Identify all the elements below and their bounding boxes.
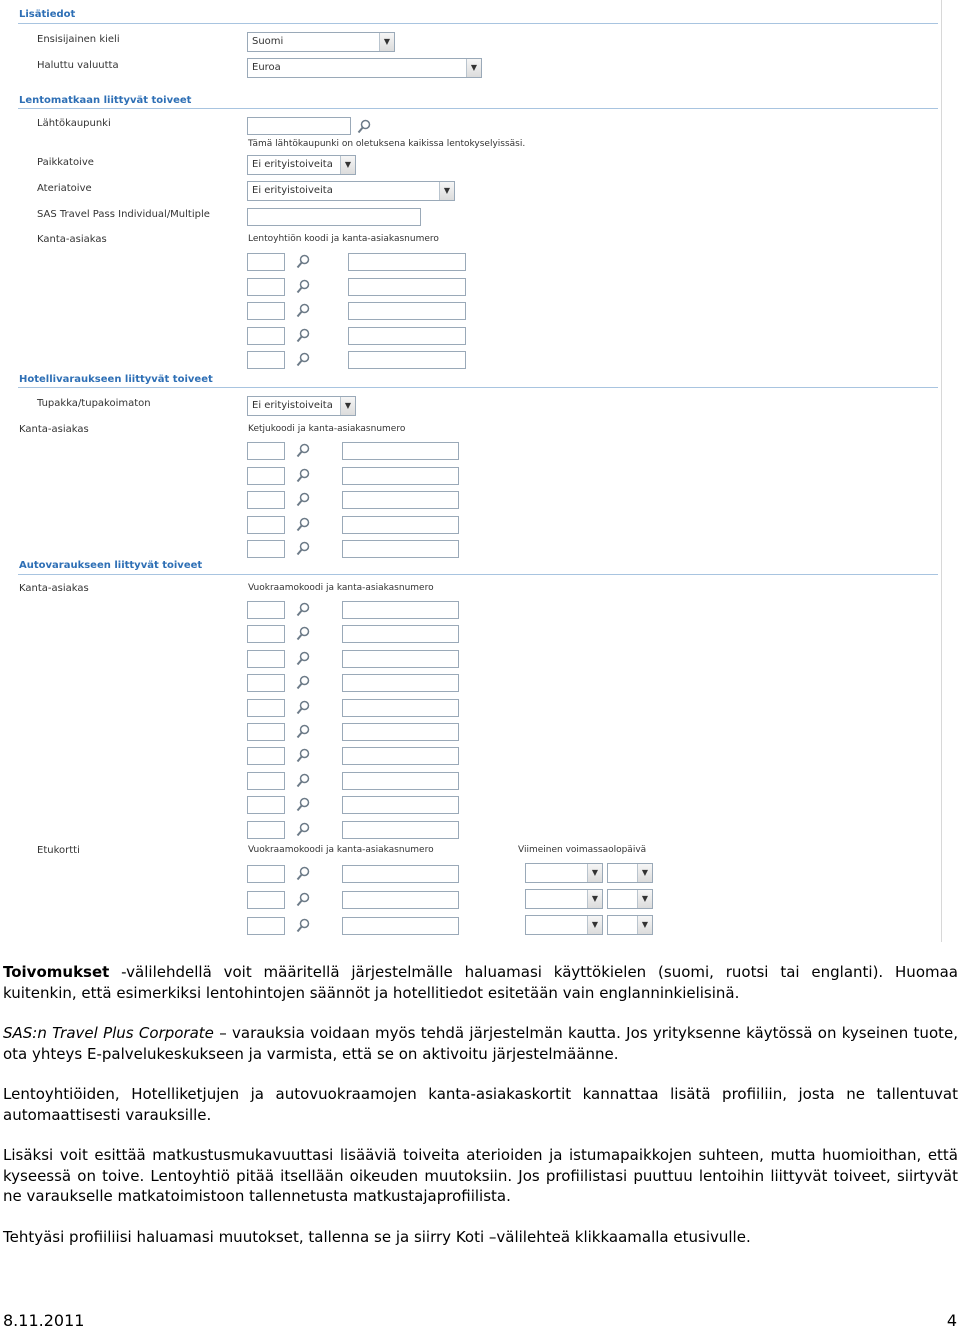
code-input[interactable] [247,891,285,909]
code-input[interactable] [247,747,285,765]
smoking-preference-select[interactable] [247,396,356,416]
magnifier-icon[interactable] [296,626,310,642]
code-input[interactable] [247,491,285,509]
code-input[interactable] [247,699,285,717]
member-number-input[interactable] [342,674,459,692]
member-number-input[interactable] [342,891,459,909]
code-input[interactable] [247,865,285,883]
magnifier-icon[interactable] [296,797,310,813]
section-title-hotel: Hotellivaraukseen liittyvät toiveet [19,374,213,385]
flight-loyalty-label: Kanta-asiakas [37,234,107,245]
code-input[interactable] [247,674,285,692]
section-title-car: Autovaraukseen liittyvät toiveet [19,560,203,571]
car-loyalty-label: Kanta-asiakas [19,583,89,594]
meal-preference-label: Ateriatoive [37,183,92,194]
magnifier-icon[interactable] [296,602,310,618]
member-number-input[interactable] [348,253,466,271]
code-input[interactable] [247,442,285,460]
chevron-down-icon: ▼ [587,916,602,934]
member-number-input[interactable] [342,747,459,765]
member-number-input[interactable] [342,540,459,558]
paragraph-sas [3,1023,958,1064]
magnifier-icon[interactable] [296,651,310,667]
language-select-value: Suomi [252,36,284,47]
code-input[interactable] [247,917,285,935]
currency-select-value: Euroa [252,62,281,73]
expiry-month-select[interactable] [525,889,603,909]
magnifier-icon[interactable] [296,254,310,270]
code-input[interactable] [247,278,285,296]
sas-product-name: SAS:n Travel Plus Corporate [3,1024,214,1042]
departure-city-input[interactable] [247,117,351,135]
chevron-down-icon: ▼ [637,916,652,934]
magnifier-icon[interactable] [296,517,310,533]
member-number-input[interactable] [342,491,459,509]
chevron-down-icon: ▼ [439,182,454,200]
sas-travel-pass-input[interactable] [247,208,421,226]
member-number-input[interactable] [342,650,459,668]
member-number-input[interactable] [348,351,466,369]
page-footer [3,1311,957,1330]
member-number-input[interactable] [342,821,459,839]
magnifier-icon[interactable] [296,352,310,368]
chevron-down-icon: ▼ [637,864,652,882]
magnifier-icon[interactable] [296,468,310,484]
magnifier-icon[interactable] [296,303,310,319]
code-input[interactable] [247,516,285,534]
code-input[interactable] [247,650,285,668]
chevron-down-icon: ▼ [340,397,355,415]
footer-date: 8.11.2011 [3,1311,85,1330]
member-number-input[interactable] [342,625,459,643]
member-number-input[interactable] [348,302,466,320]
code-input[interactable] [247,723,285,741]
code-input[interactable] [247,351,285,369]
member-number-input[interactable] [342,516,459,534]
expiry-year-select[interactable] [607,889,653,909]
seat-preference-value: Ei erityistoiveita [252,159,333,170]
code-input[interactable] [247,601,285,619]
code-input[interactable] [247,327,285,345]
magnifier-icon[interactable] [296,541,310,557]
flight-loyalty-header: Lentoyhtiön koodi ja kanta-asiakasnumero [248,234,439,244]
currency-label: Haluttu valuutta [37,60,119,71]
expiry-year-select[interactable] [607,915,653,935]
hotel-loyalty-header: Ketjukoodi ja kanta-asiakasnumero [248,424,406,434]
sas-travel-pass-label: SAS Travel Pass Individual/Multiple [37,209,210,220]
departure-city-label: Lähtökaupunki [37,118,111,129]
code-input[interactable] [247,796,285,814]
member-number-input[interactable] [342,467,459,485]
magnifier-icon[interactable] [296,892,310,908]
magnifier-icon[interactable] [296,866,310,882]
code-input[interactable] [247,772,285,790]
section-divider [18,574,938,575]
magnifier-icon[interactable] [296,822,310,838]
member-number-input[interactable] [342,699,459,717]
car-loyalty-header: Vuokraamokoodi ja kanta-asiakasnumero [248,583,434,593]
code-input[interactable] [247,302,285,320]
member-number-input[interactable] [342,601,459,619]
member-number-input[interactable] [348,278,466,296]
section-title-flight: Lentomatkaan liittyvät toiveet [19,95,192,106]
paragraph-save: Tehtyäsi profiiliisi haluamasi muutokset, tallenna se ja siirry Koti –välilehteä klikkaamalla etusivulle. [3,1227,751,1246]
magnifier-icon[interactable] [357,119,371,135]
smoking-preference-label: Tupakka/tupakoimaton [37,398,151,409]
magnifier-icon[interactable] [296,443,310,459]
code-input[interactable] [247,540,285,558]
discount-card-label: Etukortti [37,845,80,856]
discount-card-header: Vuokraamokoodi ja kanta-asiakasnumero [248,845,434,855]
meal-preference-select[interactable] [247,181,455,201]
member-number-input[interactable] [342,442,459,460]
paragraph-wishes: Lisäksi voit esittää matkustusmukavuuttasi lisääviä toiveita aterioiden ja istumapaikkojen suhteen, mutta huomioithan, että kyseessä on toive. Lentoyhtiö pitää itsellään oikeuden muutoksiin. Jos profiilistasi puuttuu lentoihin liittyvät toiveet, siirtyvät ne varaukselle matkatoimistoon tallennetusta matkustajaprofiilista. [3,1146,958,1205]
section-divider [18,108,938,109]
language-label: Ensisijainen kieli [37,34,120,45]
magnifier-icon[interactable] [296,918,310,934]
preferences-tab-name: Toivomukset [3,963,110,981]
magnifier-icon[interactable] [296,328,310,344]
section-title-additional-info: Lisätiedot [19,9,76,20]
currency-select[interactable] [247,58,482,78]
expiry-month-select[interactable] [525,915,603,935]
chevron-down-icon: ▼ [587,864,602,882]
chevron-down-icon: ▼ [379,33,394,51]
departure-city-hint: Tämä lähtökaupunki on oletuksena kaikissa lentokyselyissäsi. [248,139,526,149]
member-number-input[interactable] [348,327,466,345]
explanatory-text [3,962,958,1267]
magnifier-icon[interactable] [296,675,310,691]
chevron-down-icon: ▼ [637,890,652,908]
member-number-input[interactable] [342,723,459,741]
magnifier-icon[interactable] [296,492,310,508]
expiry-year-select[interactable] [607,863,653,883]
code-input[interactable] [247,253,285,271]
paragraph-preferences [3,962,958,1003]
expiry-month-select[interactable] [525,863,603,883]
section-divider [18,387,938,388]
member-number-input[interactable] [342,796,459,814]
expiry-date-header: Viimeinen voimassaolopäivä [518,845,647,855]
chevron-down-icon: ▼ [466,59,481,77]
magnifier-icon[interactable] [296,724,310,740]
seat-preference-select[interactable] [247,155,356,175]
code-input[interactable] [247,467,285,485]
meal-preference-value: Ei erityistoiveita [252,185,333,196]
section-divider [18,23,938,24]
magnifier-icon[interactable] [296,700,310,716]
paragraph-loyalty: Lentoyhtiöiden, Hotelliketjujen ja autovuokraamojen kanta-asiakaskortit kannattaa lisätä profiiliin, josta ne tallentuvat automaattisesti varauksille. [3,1085,958,1124]
smoking-preference-value: Ei erityistoiveita [252,400,333,411]
page-number: 4 [946,1311,957,1330]
code-input[interactable] [247,625,285,643]
member-number-input[interactable] [342,772,459,790]
magnifier-icon[interactable] [296,279,310,295]
code-input[interactable] [247,821,285,839]
paragraph-text: – varauksia voidaan myös tehdä järjestelmän kautta. Jos yrityksenne käytössä on kyseinen tuote, ota yhteys E-palvelukeskukseen ja varmista, että se on aktivoitu järjestelmäänne. [3,1024,958,1063]
chevron-down-icon: ▼ [340,156,355,174]
magnifier-icon[interactable] [296,748,310,764]
member-number-input[interactable] [342,865,459,883]
magnifier-icon[interactable] [296,773,310,789]
hotel-loyalty-label: Kanta-asiakas [19,424,89,435]
language-select[interactable] [247,32,395,52]
seat-preference-label: Paikkatoive [37,157,94,168]
member-number-input[interactable] [342,917,459,935]
paragraph-text: -välilehdellä voit määritellä järjestelmälle haluamasi käyttökielen (suomi, ruotsi tai englanti). Huomaa kuitenkin, että esimerkiksi lentohintojen säännöt ja hotellitiedot esitetään vain englanninkielisinä. [3,963,958,1002]
chevron-down-icon: ▼ [587,890,602,908]
